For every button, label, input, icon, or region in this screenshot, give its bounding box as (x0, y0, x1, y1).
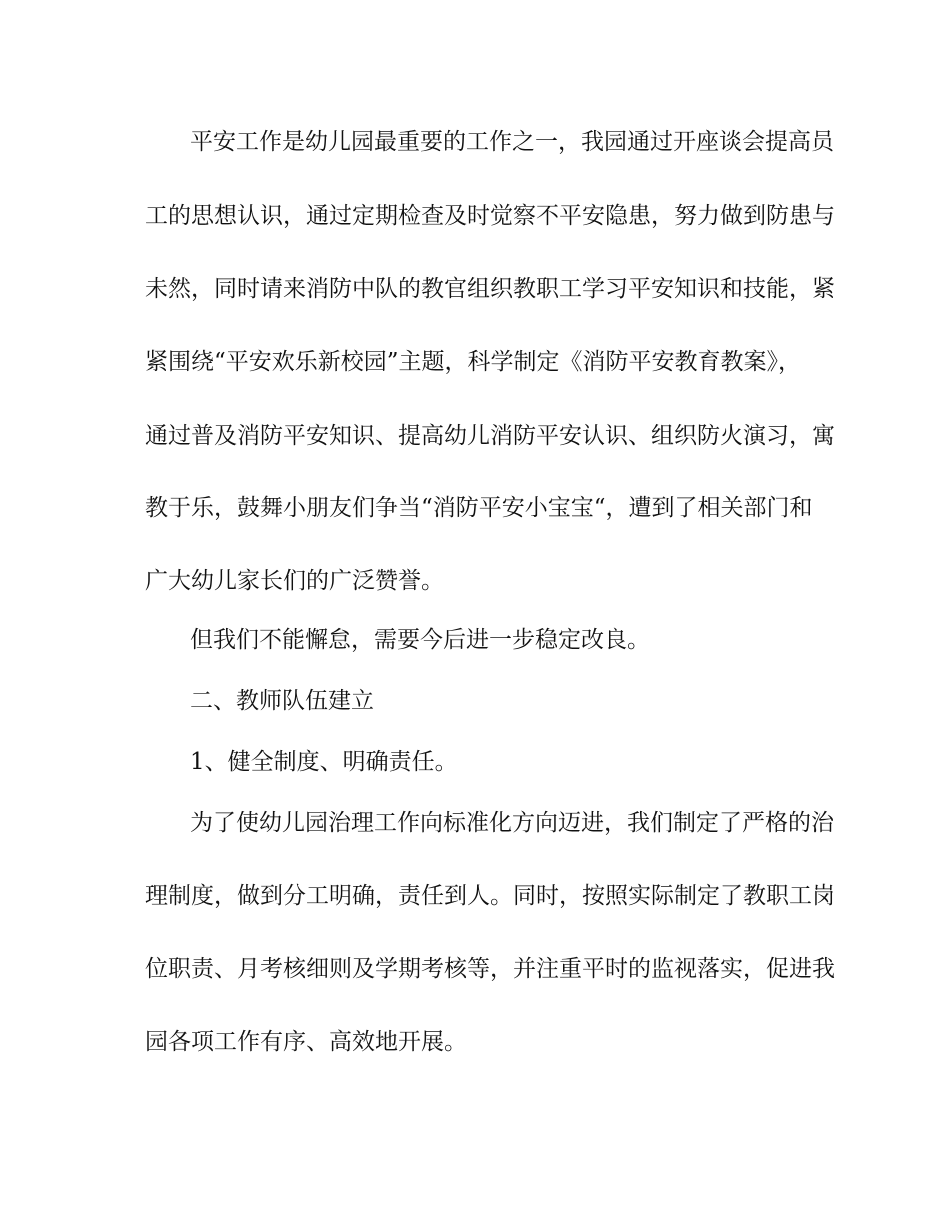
paragraph-1-line-6: 教于乐，鼓舞小朋友们争当“消防平安小宝宝“，遭到了相关部门和 (145, 495, 813, 521)
paragraph-1-line-3: 未然，同时请来消防中队的教官组织教职工学习平安知识和技能，紧 (145, 276, 835, 302)
paragraph-1-line-1: 平安工作是幼儿园最重要的工作之一，我园通过开座谈会提高员 (190, 129, 834, 155)
paragraph-3-line-4: 园各项工作有序、高效地开展。 (145, 1029, 467, 1055)
paragraph-2: 但我们不能懈怠，需要今后进一步稳定改良。 (190, 627, 650, 653)
paragraph-1-line-4: 紧围绕“平安欢乐新校园”主题，科学制定《消防平安教育教案》， (145, 349, 802, 375)
subsection-heading: 1、健全制度、明确责任。 (190, 749, 458, 775)
paragraph-3-line-2: 理制度，做到分工明确，责任到人。同时，按照实际制定了教职工岗 (145, 883, 835, 909)
paragraph-1-line-5: 通过普及消防平安知识、提高幼儿消防平安认识、组织防火演习，寓 (145, 423, 835, 449)
paragraph-1-line-2: 工的思想认识，通过定期检查及时觉察不平安隐患，努力做到防患与 (145, 203, 835, 229)
paragraph-3-line-3: 位职责、月考核细则及学期考核等，并注重平时的监视落实，促进我 (145, 956, 835, 982)
paragraph-3-line-1: 为了使幼儿园治理工作向标准化方向迈进，我们制定了严格的治 (190, 810, 834, 836)
paragraph-1-line-7: 广大幼儿家长们的广泛赞誉。 (145, 568, 444, 594)
section-heading: 二、教师队伍建立 (190, 688, 374, 714)
